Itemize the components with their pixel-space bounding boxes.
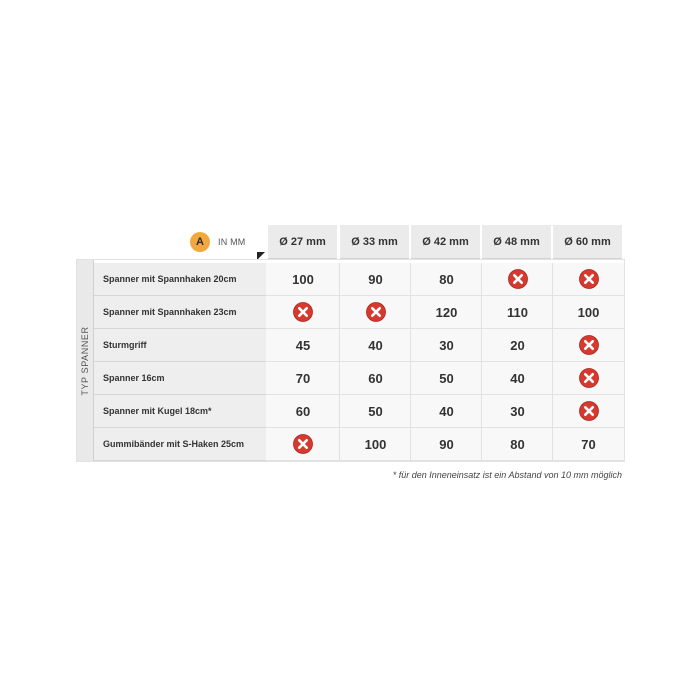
badge-letter: A: [196, 236, 204, 248]
x-circle-icon: [552, 395, 624, 428]
column-header: Ø 42 mm: [411, 225, 480, 259]
table-cell-value: 60: [339, 362, 411, 395]
table-cell-value: 70: [552, 428, 624, 461]
table-cell-value: 60: [266, 395, 340, 428]
row-label: Sturmgriff: [94, 329, 266, 362]
table-cell-value: 80: [481, 428, 553, 461]
table-cell-value: 20: [481, 329, 553, 362]
table-cell-value: 30: [481, 395, 553, 428]
table-cell-value: 40: [481, 362, 553, 395]
table-cell-value: 40: [339, 329, 411, 362]
x-circle-icon: [481, 263, 553, 296]
table-cell-value: 30: [410, 329, 482, 362]
table-cell-value: 70: [266, 362, 340, 395]
table-cell-value: 100: [266, 263, 340, 296]
table-cell-value: 100: [552, 296, 624, 329]
table-cell-value: 110: [481, 296, 553, 329]
table-cell-value: 80: [410, 263, 482, 296]
row-label: Spanner mit Kugel 18cm*: [94, 395, 266, 428]
x-circle-icon: [266, 296, 340, 329]
x-circle-icon: [552, 329, 624, 362]
side-label: TYP SPANNER: [80, 326, 90, 396]
column-header: Ø 60 mm: [553, 225, 622, 259]
table-cell-value: 90: [339, 263, 411, 296]
row-label: Gummibänder mit S-Haken 25cm: [94, 428, 266, 461]
column-header: Ø 33 mm: [340, 225, 409, 259]
x-circle-icon: [266, 428, 340, 461]
x-circle-icon: [339, 296, 411, 329]
row-label: Spanner 16cm: [94, 362, 266, 395]
row-label: Spanner mit Spannhaken 23cm: [94, 296, 266, 329]
table-cell-value: 90: [410, 428, 482, 461]
table-cell-value: 50: [410, 362, 482, 395]
size-badge: [190, 232, 210, 252]
footnote: * für den Inneneinsatz ist ein Abstand von 10 mm möglich: [392, 470, 622, 480]
table-cell-value: 40: [410, 395, 482, 428]
table-cell-value: 100: [339, 428, 411, 461]
x-circle-icon: [552, 362, 624, 395]
table-cell-value: 50: [339, 395, 411, 428]
row-label: Spanner mit Spannhaken 20cm: [94, 263, 266, 296]
column-header: Ø 27 mm: [268, 225, 337, 259]
table-cell-value: 45: [266, 329, 340, 362]
column-header: Ø 48 mm: [482, 225, 551, 259]
unit-label: IN MM: [218, 237, 246, 247]
x-circle-icon: [552, 263, 624, 296]
corner-marker-icon: [257, 252, 265, 260]
table-cell-value: 120: [410, 296, 482, 329]
